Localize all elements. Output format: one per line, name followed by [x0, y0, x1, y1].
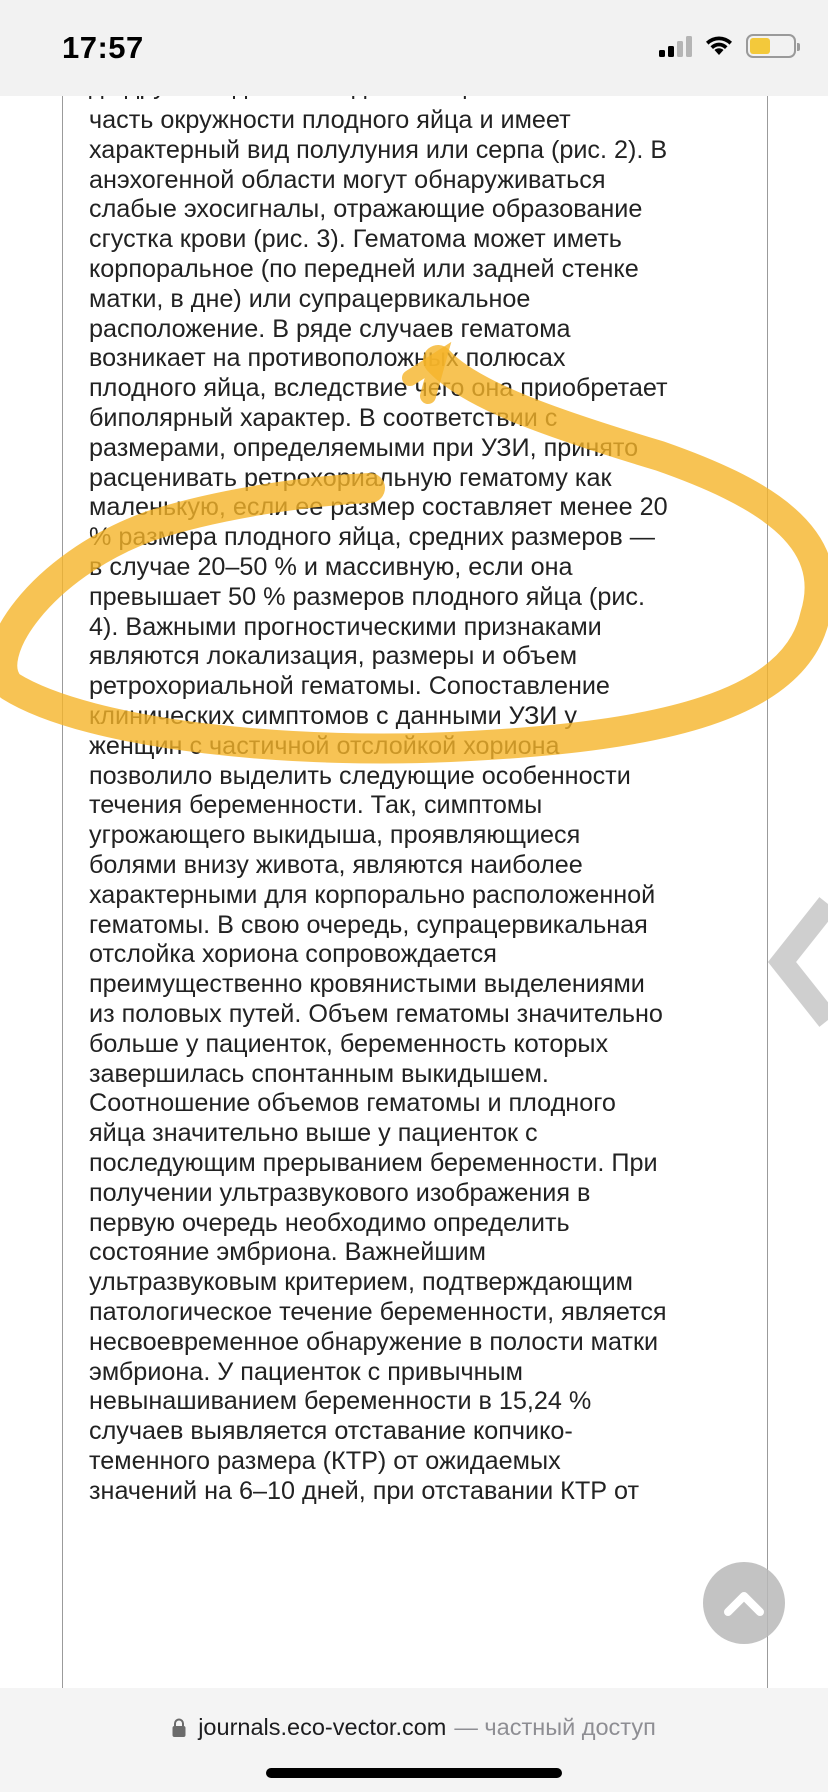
article-line: маленькую, если ее размер составляет менее 20 — [89, 493, 668, 522]
article-line: расценивать ретрохориальную гематому как — [89, 463, 612, 492]
article-line: превышает 50 % размеров плодного яйца (рис. — [89, 582, 645, 611]
article-line: значений на 6–10 дней, при отставании КТР от — [89, 1476, 639, 1505]
side-panel-tab[interactable] — [770, 886, 828, 1036]
article-line: невынашиванием беременности в 15,24 % — [89, 1387, 592, 1416]
home-indicator[interactable] — [266, 1768, 562, 1778]
battery-icon — [746, 34, 796, 58]
access-label: — частный доступ — [454, 1714, 656, 1740]
article-line: течения беременности. Так, симптомы — [89, 791, 543, 820]
status-bar — [0, 0, 828, 96]
article-line: отслойка хориона сопровождается — [89, 940, 497, 969]
article-line: характерными для корпорально расположенной — [89, 880, 656, 909]
article-line: ретрохориальной гематомы. Сопоставление — [89, 672, 610, 701]
article-line: несвоевременное обнаружение в полости матки — [89, 1327, 659, 1356]
article-line: % размера плодного яйца, средних размеров — — [89, 523, 655, 552]
article-line: являются локализация, размеры и объем — [89, 642, 578, 671]
article-line: слабые эхосигналы, отражающие образование — [89, 195, 643, 224]
article-line: позволило выделить следующие особенности — [89, 761, 631, 790]
article-line: характерный вид полулуния или серпа (рис. 2). В — [89, 135, 668, 164]
article-line: первую очередь необходимо определить — [89, 1208, 570, 1237]
cellular-signal-icon — [659, 35, 692, 57]
article-viewport[interactable] — [0, 96, 828, 1688]
status-icons — [659, 34, 796, 58]
article-line: преимущественно кровянистыми выделениями — [89, 970, 645, 999]
chevron-left-icon — [770, 886, 828, 1036]
address-domain: journals.eco-vector.com — [198, 1714, 447, 1740]
article-line: 4). Важными прогностическими признаками — [89, 612, 602, 641]
article-line: плодного яйца, вследствие чего она приобретает — [89, 374, 668, 403]
address-row[interactable] — [0, 1714, 828, 1741]
article-line: расположение. В ряде случаев гематома — [89, 314, 571, 343]
article-line: возникает на противоположных полюсах — [89, 344, 566, 373]
article-line: Соотношение объемов гематомы и плодного — [89, 1089, 616, 1118]
article-line: яйца значительно выше у пациенток с — [89, 1119, 538, 1148]
article-line: больше у пациенток, беременность которых — [89, 1029, 609, 1058]
article-line: корпоральное (по передней или задней стенке — [89, 255, 639, 283]
status-time: 17:57 — [62, 30, 144, 65]
article-line: теменного размера (КТР) от ожидаемых — [89, 1447, 561, 1475]
article-line: случаев выявляется отставание копчико- — [89, 1417, 573, 1446]
article-line: угрожающего выкидыша, проявляющиеся — [89, 821, 581, 850]
article-line: биполярный характер. В соответствии с — [89, 404, 558, 432]
browser-address-bar[interactable] — [0, 1688, 828, 1792]
article-line: получении ультразвукового изображения в — [89, 1178, 591, 1207]
article-line: сгустка крови (рис. 3). Гематома может иметь — [89, 225, 622, 254]
wifi-icon — [704, 35, 734, 57]
article-line: завершилась спонтанным выкидышем. — [89, 1059, 549, 1088]
article-line: в случае 20–50 % и массивную, если она — [89, 553, 573, 581]
article-line: патологическое течение беременности, является — [89, 1298, 667, 1326]
article-line: последующим прерыванием беременности. При — [89, 1149, 658, 1177]
article-line: из половых путей. Объем гематомы значительно — [89, 1000, 663, 1028]
scroll-to-top-button[interactable] — [703, 1562, 785, 1644]
article-line: состояние эмбриона. Важнейшим — [89, 1238, 486, 1267]
article-line: анэхогенной области могут обнаруживаться — [89, 165, 606, 194]
article-line: размерами, определяемыми при УЗИ, принято — [89, 433, 639, 462]
article-line: ультразвуковым критерием, подтверждающим — [89, 1268, 633, 1297]
article-line: клинических симптомов с данными УЗИ у — [89, 702, 577, 730]
lock-icon — [172, 1718, 186, 1738]
article-line: эмбриона. У пациенток с привычным — [89, 1357, 523, 1386]
article-line: гематомы. В свою очередь, супрацервикальная — [89, 910, 648, 939]
article-line: матки, в дне) или супрацервикальное — [89, 284, 531, 313]
article-line: часть окружности плодного яйца и имеет — [89, 106, 571, 134]
article-line: женщин с частичной отслойкой хориона — [89, 731, 560, 760]
article-line: болями внизу живота, являются наиболее — [89, 851, 583, 879]
chevron-up-icon — [722, 1588, 766, 1618]
